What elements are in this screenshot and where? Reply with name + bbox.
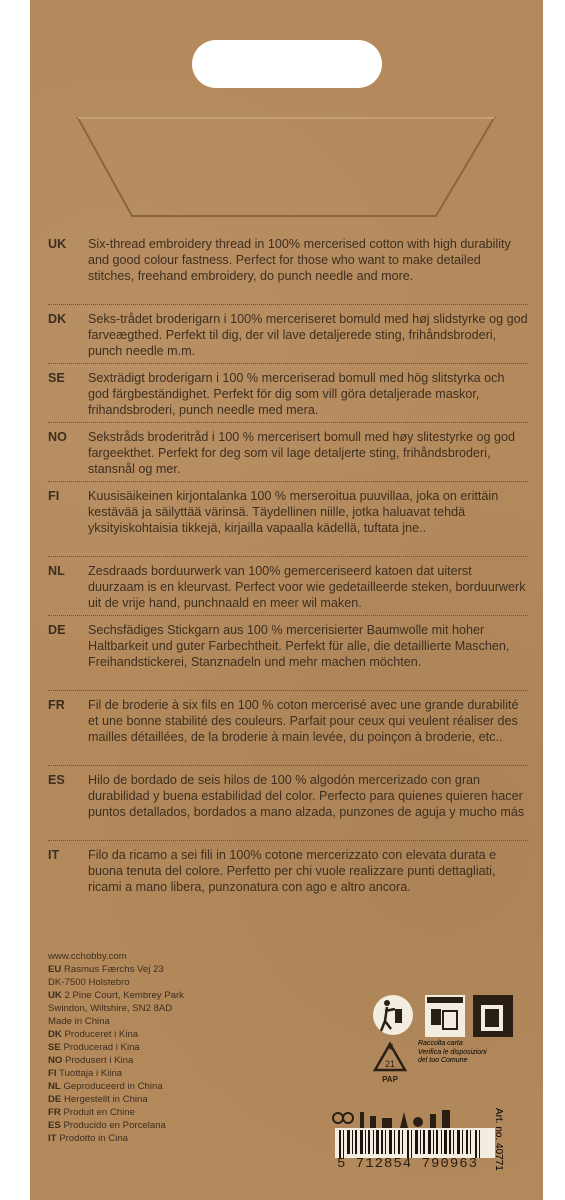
- description-text: Zesdraads borduurwerk van 100% gemerceriseerd katoen dat uiterst duurzaam is en kleurvast. Perfect voor wie gedetailleerde steken, borduurwerk uit de vrije hand, punchnaald en meer wil maken.: [88, 564, 526, 610]
- origin-code: DE: [48, 1094, 62, 1105]
- language-code: DK: [48, 312, 67, 326]
- origin-line: [48, 1132, 278, 1145]
- description-de: [48, 622, 528, 670]
- article-number: [444, 1108, 504, 1128]
- origin-code: ES: [48, 1120, 61, 1131]
- description-no: [48, 429, 528, 477]
- description-fi: [48, 488, 528, 536]
- description-fr: [48, 697, 528, 745]
- origin-text: Prodotto in Cina: [59, 1133, 128, 1144]
- drop-icon: [413, 1117, 423, 1127]
- origin-text: Tuottaja i Kiina: [59, 1068, 123, 1079]
- description-text: Sechsfädiges Stickgarn aus 100 % mercerisierter Baumwolle mit hoher Haltbarkeit und guter Farbechtheit. Perfekt für alle, die detaillierte Maschen, Freihandstickerei, Stanznadeln und mehr machen möchten.: [88, 623, 510, 669]
- divider: [48, 422, 528, 423]
- uk-code: UK: [48, 990, 62, 1001]
- language-code: NL: [48, 564, 65, 578]
- scissors-icon: [333, 1113, 343, 1123]
- description-dk: [48, 311, 528, 359]
- origin-text: Produceret i Kina: [64, 1029, 139, 1040]
- paper-bin-icon: [425, 995, 465, 1037]
- language-code: NO: [48, 430, 67, 444]
- origin-text: Geproduceerd in China: [63, 1081, 163, 1092]
- origin-text: Producerad i Kina: [63, 1042, 140, 1053]
- origin-code: NO: [48, 1055, 63, 1066]
- eu-address-line: [48, 963, 278, 976]
- recycling-note-line: Verifica le disposizioni: [418, 1048, 487, 1056]
- origin-text: Producido en Porcelana: [63, 1120, 166, 1131]
- description-text: Sekstråds broderitråd i 100 % mercerisert bomull med høy slitestyrke og god fargeekthet. Perfekt for deg som vil lage detaljerte sting, frihåndsbroderi, stansnål og mer.: [88, 430, 515, 476]
- description-text: Fil de broderie à six fils en 100 % coton mercerisé avec une grande durabilité et une bonne stabilité des couleurs. Parfait pour ceux qui veulent réaliser des mailles détaillées, de la broderie à main levée, du poinçon à broderie, etc..: [88, 698, 519, 744]
- hang-hole: [192, 40, 382, 88]
- description-se: [48, 370, 528, 418]
- needle-icon: [360, 1112, 364, 1128]
- description-text: Seks-trådet broderigarn i 100% merceriseret bomuld med høj slidstyrke og god farveægthed. Perfekt til dig, der vil lave detaljerede sting, frihåndsbroderi, punch needle m.m.: [88, 312, 528, 358]
- origin-code: FI: [48, 1068, 57, 1079]
- eu-address1: Rasmus Færchs Vej 23: [64, 964, 164, 975]
- divider: [48, 840, 528, 841]
- description-text: Six-thread embroidery thread in 100% mercerised cotton with high durability and good colour fastness. Perfect for those who want to make detailed stitches, freehand embroidery, do punch needle and more.: [88, 237, 511, 283]
- language-code: SE: [48, 371, 65, 385]
- recycle-number: 21: [384, 1059, 396, 1069]
- divider: [48, 304, 528, 305]
- uk-address1: 2 Pine Court, Kembrey Park: [64, 990, 184, 1001]
- origin-code: IT: [48, 1133, 57, 1144]
- origin-line: [48, 1119, 278, 1132]
- origin-line: [48, 1080, 278, 1093]
- origin-line: [48, 1028, 278, 1041]
- origin-line: [48, 1067, 278, 1080]
- divider: [48, 556, 528, 557]
- spool-icon: [370, 1116, 376, 1128]
- language-code: DE: [48, 623, 66, 637]
- origin-text: Produsert i Kina: [65, 1055, 134, 1066]
- flap-fold-icon: [76, 112, 496, 224]
- uk-address-line: [48, 989, 278, 1002]
- glue-icon: [430, 1114, 436, 1128]
- language-code: IT: [48, 848, 60, 862]
- origin-code: SE: [48, 1042, 61, 1053]
- origin-line: [48, 1093, 278, 1106]
- website-text: www.cchobby.com: [48, 951, 127, 962]
- origin-line: [48, 1054, 278, 1067]
- origin-code: FR: [48, 1107, 61, 1118]
- language-code: FR: [48, 698, 65, 712]
- language-code: UK: [48, 237, 67, 251]
- origin-line: [48, 1106, 278, 1119]
- barcode: [335, 1128, 495, 1180]
- pen-icon: [400, 1112, 408, 1128]
- box-icon: [382, 1118, 392, 1128]
- manufacturer-info: [48, 950, 278, 1145]
- recycle-icon: [365, 1040, 415, 1086]
- origin-text: Hergestellt in China: [64, 1094, 148, 1105]
- description-es: [48, 772, 528, 820]
- trash-bin-icon: [473, 995, 513, 1037]
- origin-line: [48, 1041, 278, 1054]
- language-code: FI: [48, 489, 60, 503]
- divider: [48, 765, 528, 766]
- origin-code: NL: [48, 1081, 61, 1092]
- recycle-code: PAP: [382, 1075, 398, 1084]
- description-uk: [48, 236, 528, 284]
- divider: [48, 690, 528, 691]
- divider: [48, 615, 528, 616]
- recycling-note-line: del tuo Comune: [418, 1057, 468, 1064]
- divider: [48, 481, 528, 482]
- eu-code: EU: [48, 964, 62, 975]
- origin-code: DK: [48, 1029, 62, 1040]
- tidyman-icon: [373, 995, 413, 1035]
- recycling-note-line: Raccolta carta: [418, 1040, 463, 1047]
- barcode-number: 5 712854 790963: [337, 1156, 479, 1172]
- language-code: ES: [48, 773, 65, 787]
- description-text: Kuusisäikeinen kirjontalanka 100 % merseroitua puuvillaa, joka on erittäin kestävää ja säilyttää värinsä. Täydellinen niille, jotka haluavat tehdä yksityiskohtaisia tikkejä, kirjailla vapaalla kädellä, tuftata jne..: [88, 489, 499, 535]
- description-text: Sexträdigt broderigarn i 100 % merceriserad bomull med hög slitstyrka och god färgbeständighet. Perfekt för dig som vill göra detaljerade maskor, frihandsbroderi, punch needle med mera.: [88, 371, 505, 417]
- recycling-note: [418, 1040, 518, 1066]
- eu-address2: DK-7500 Holstebro: [48, 977, 130, 988]
- origin-text: Produit en Chine: [63, 1107, 135, 1118]
- divider: [48, 363, 528, 364]
- uk-address2: Swindon, Wiltshire, SN2 8AD: [48, 1003, 173, 1014]
- made-in-text: Made in China: [48, 1016, 110, 1027]
- description-text: Hilo de bordado de seis hilos de 100 % algodón mercerizado con gran durabilidad y buena estabilidad del color. Perfecto para quienes quieren hacer puntos detallados, bordados a mano alzada, punzones de aguja y mucho más: [88, 773, 525, 819]
- description-it: [48, 847, 528, 895]
- description-nl: [48, 563, 528, 611]
- description-text: Filo da ricamo a sei fili in 100% cotone mercerizzato con elevata durata e buona tenuta del colore. Perfetto per chi vuole realizzare punti dettagliati, ricami a mano libera, punzonatura con ago e altro ancora.: [88, 848, 497, 894]
- disposal-icons: [365, 985, 515, 1040]
